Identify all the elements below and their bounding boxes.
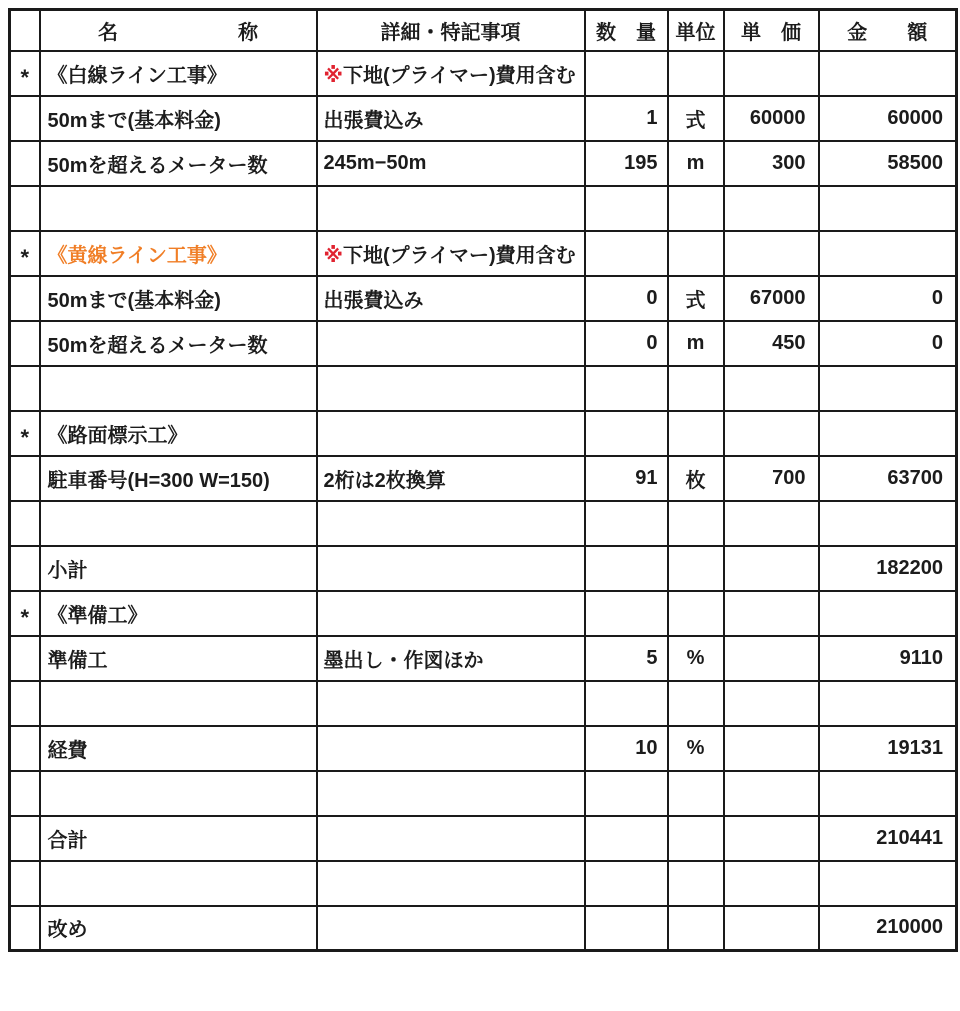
table-row <box>10 456 957 501</box>
cell-unit <box>668 366 724 411</box>
detail-text: 2桁は2枚換算 <box>323 469 446 492</box>
cell-amount: 63700 <box>819 456 957 501</box>
cell-unit-price <box>724 591 819 636</box>
estimate-table <box>8 8 958 952</box>
cell-detail <box>317 771 585 816</box>
cell-quantity: 1 <box>585 96 668 141</box>
cell-star <box>10 816 40 861</box>
table-row <box>10 276 957 321</box>
cell-name: 《路面標示工》 <box>40 411 317 456</box>
cell-unit <box>668 861 724 906</box>
cell-detail <box>317 501 585 546</box>
cell-star <box>10 96 40 141</box>
cell-unit: 枚 <box>668 456 724 501</box>
cell-unit: m <box>668 321 724 366</box>
detail-text: 下地(プライマー)費用含む <box>342 64 576 87</box>
cell-unit-price <box>724 681 819 726</box>
cell-quantity <box>585 231 668 276</box>
reference-mark: ※ <box>323 64 343 87</box>
cell-star <box>10 231 40 276</box>
cell-name <box>40 771 317 816</box>
table-row <box>10 321 957 366</box>
table-row <box>10 816 957 861</box>
table-row <box>10 96 957 141</box>
cell-name: 小計 <box>40 546 317 591</box>
cell-star <box>10 681 40 726</box>
cell-amount: 182200 <box>819 546 957 591</box>
cell-unit-price <box>724 366 819 411</box>
cell-unit: % <box>668 636 724 681</box>
cell-detail <box>317 861 585 906</box>
cell-name <box>40 186 317 231</box>
cell-detail <box>317 726 585 771</box>
table-row <box>10 861 957 906</box>
cell-star <box>10 636 40 681</box>
table-row <box>10 411 957 456</box>
cell-name: 50mを超えるメーター数 <box>40 141 317 186</box>
table-row <box>10 726 957 771</box>
table-row <box>10 681 957 726</box>
cell-unit <box>668 411 724 456</box>
cell-star <box>10 861 40 906</box>
table-row <box>10 51 957 96</box>
cell-star <box>10 366 40 411</box>
cell-unit-price <box>724 861 819 906</box>
cell-amount <box>819 231 957 276</box>
cell-detail <box>317 546 585 591</box>
header-unit: 単位 <box>668 10 724 51</box>
cell-name: 改め <box>40 906 317 951</box>
cell-unit-price <box>724 51 819 96</box>
cell-name: 《黄線ライン工事》 <box>40 231 317 276</box>
cell-unit-price: 700 <box>724 456 819 501</box>
cell-amount: 0 <box>819 321 957 366</box>
cell-quantity <box>585 771 668 816</box>
cell-quantity <box>585 411 668 456</box>
cell-star <box>10 591 40 636</box>
cell-unit-price <box>724 501 819 546</box>
asterisk-mark: * <box>20 245 30 270</box>
detail-text: 出張費込み <box>323 289 424 312</box>
header-name: 名 称 <box>40 10 317 51</box>
detail-text: 下地(プライマー)費用含む <box>342 244 576 267</box>
cell-unit-price: 450 <box>724 321 819 366</box>
asterisk-mark: * <box>20 65 30 90</box>
cell-amount <box>819 411 957 456</box>
cell-name: 50mまで(基本料金) <box>40 96 317 141</box>
cell-unit: 式 <box>668 96 724 141</box>
cell-unit <box>668 501 724 546</box>
cell-amount <box>819 186 957 231</box>
cell-quantity <box>585 546 668 591</box>
header-amount: 金 額 <box>819 10 957 51</box>
cell-unit <box>668 771 724 816</box>
cell-name <box>40 366 317 411</box>
cell-detail <box>317 681 585 726</box>
cell-unit <box>668 816 724 861</box>
cell-name <box>40 861 317 906</box>
cell-name: 50mを超えるメーター数 <box>40 321 317 366</box>
table-row <box>10 906 957 951</box>
cell-quantity <box>585 816 668 861</box>
cell-amount: 210441 <box>819 816 957 861</box>
cell-unit-price: 60000 <box>724 96 819 141</box>
cell-detail <box>317 231 585 276</box>
cell-unit: % <box>668 726 724 771</box>
cell-unit-price: 67000 <box>724 276 819 321</box>
cell-detail <box>317 366 585 411</box>
cell-detail <box>317 276 585 321</box>
header-row <box>10 10 957 51</box>
cell-quantity: 195 <box>585 141 668 186</box>
cell-amount: 0 <box>819 276 957 321</box>
cell-unit <box>668 546 724 591</box>
cell-quantity <box>585 591 668 636</box>
cell-name: 合計 <box>40 816 317 861</box>
table-row <box>10 186 957 231</box>
cell-amount <box>819 591 957 636</box>
cell-detail <box>317 906 585 951</box>
cell-unit-price <box>724 411 819 456</box>
cell-amount: 58500 <box>819 141 957 186</box>
cell-detail <box>317 456 585 501</box>
cell-amount <box>819 681 957 726</box>
header-detail: 詳細・特記事項 <box>317 10 585 51</box>
cell-quantity <box>585 501 668 546</box>
cell-star <box>10 186 40 231</box>
cell-quantity: 0 <box>585 321 668 366</box>
cell-unit <box>668 591 724 636</box>
cell-unit <box>668 681 724 726</box>
cell-unit <box>668 231 724 276</box>
cell-star <box>10 726 40 771</box>
cell-quantity <box>585 51 668 96</box>
header-quantity: 数 量 <box>585 10 668 51</box>
table-row <box>10 591 957 636</box>
cell-detail <box>317 51 585 96</box>
cell-amount: 9110 <box>819 636 957 681</box>
cell-unit: m <box>668 141 724 186</box>
cell-quantity: 0 <box>585 276 668 321</box>
cell-unit <box>668 186 724 231</box>
table-body <box>10 51 957 951</box>
cell-amount <box>819 771 957 816</box>
cell-quantity <box>585 681 668 726</box>
cell-unit-price: 300 <box>724 141 819 186</box>
cell-detail <box>317 96 585 141</box>
cell-star <box>10 321 40 366</box>
cell-unit-price <box>724 726 819 771</box>
reference-mark: ※ <box>323 244 343 267</box>
cell-amount: 19131 <box>819 726 957 771</box>
cell-name: 駐車番号(H=300 W=150) <box>40 456 317 501</box>
cell-unit-price <box>724 231 819 276</box>
cell-unit-price <box>724 771 819 816</box>
cell-name: 50mまで(基本料金) <box>40 276 317 321</box>
cell-amount <box>819 861 957 906</box>
asterisk-mark: * <box>20 425 30 450</box>
table-row <box>10 231 957 276</box>
cell-name <box>40 501 317 546</box>
cell-detail <box>317 321 585 366</box>
table-row <box>10 636 957 681</box>
cell-quantity <box>585 366 668 411</box>
cell-star <box>10 906 40 951</box>
cell-quantity: 10 <box>585 726 668 771</box>
cell-star <box>10 546 40 591</box>
detail-text: 出張費込み <box>323 109 424 132</box>
cell-star <box>10 51 40 96</box>
cell-unit-price <box>724 186 819 231</box>
cell-unit <box>668 51 724 96</box>
cell-star <box>10 501 40 546</box>
cell-name: 準備工 <box>40 636 317 681</box>
cell-name: 経費 <box>40 726 317 771</box>
cell-quantity <box>585 186 668 231</box>
cell-name: 《白線ライン工事》 <box>40 51 317 96</box>
cell-detail <box>317 411 585 456</box>
table-row <box>10 141 957 186</box>
table-row <box>10 501 957 546</box>
cell-amount: 60000 <box>819 96 957 141</box>
cell-name <box>40 681 317 726</box>
cell-star <box>10 771 40 816</box>
cell-unit-price <box>724 816 819 861</box>
detail-text: 墨出し・作図ほか <box>323 649 484 672</box>
cell-detail <box>317 816 585 861</box>
table-row <box>10 546 957 591</box>
cell-amount <box>819 366 957 411</box>
header-star <box>10 10 40 51</box>
cell-detail <box>317 141 585 186</box>
cell-quantity <box>585 906 668 951</box>
cell-amount <box>819 51 957 96</box>
detail-text: 245m−50m <box>323 151 427 174</box>
cell-star <box>10 456 40 501</box>
cell-detail <box>317 186 585 231</box>
cell-amount: 210000 <box>819 906 957 951</box>
cell-star <box>10 141 40 186</box>
cell-quantity: 5 <box>585 636 668 681</box>
table-row <box>10 771 957 816</box>
cell-quantity: 91 <box>585 456 668 501</box>
cell-unit-price <box>724 636 819 681</box>
table-row <box>10 366 957 411</box>
header-unit-price: 単 価 <box>724 10 819 51</box>
cell-amount <box>819 501 957 546</box>
cell-star <box>10 411 40 456</box>
cell-detail <box>317 636 585 681</box>
asterisk-mark: * <box>20 605 30 630</box>
cell-name: 《準備工》 <box>40 591 317 636</box>
cell-unit-price <box>724 546 819 591</box>
cell-star <box>10 276 40 321</box>
cell-detail <box>317 591 585 636</box>
cell-unit <box>668 906 724 951</box>
cell-quantity <box>585 861 668 906</box>
cell-unit: 式 <box>668 276 724 321</box>
cell-unit-price <box>724 906 819 951</box>
